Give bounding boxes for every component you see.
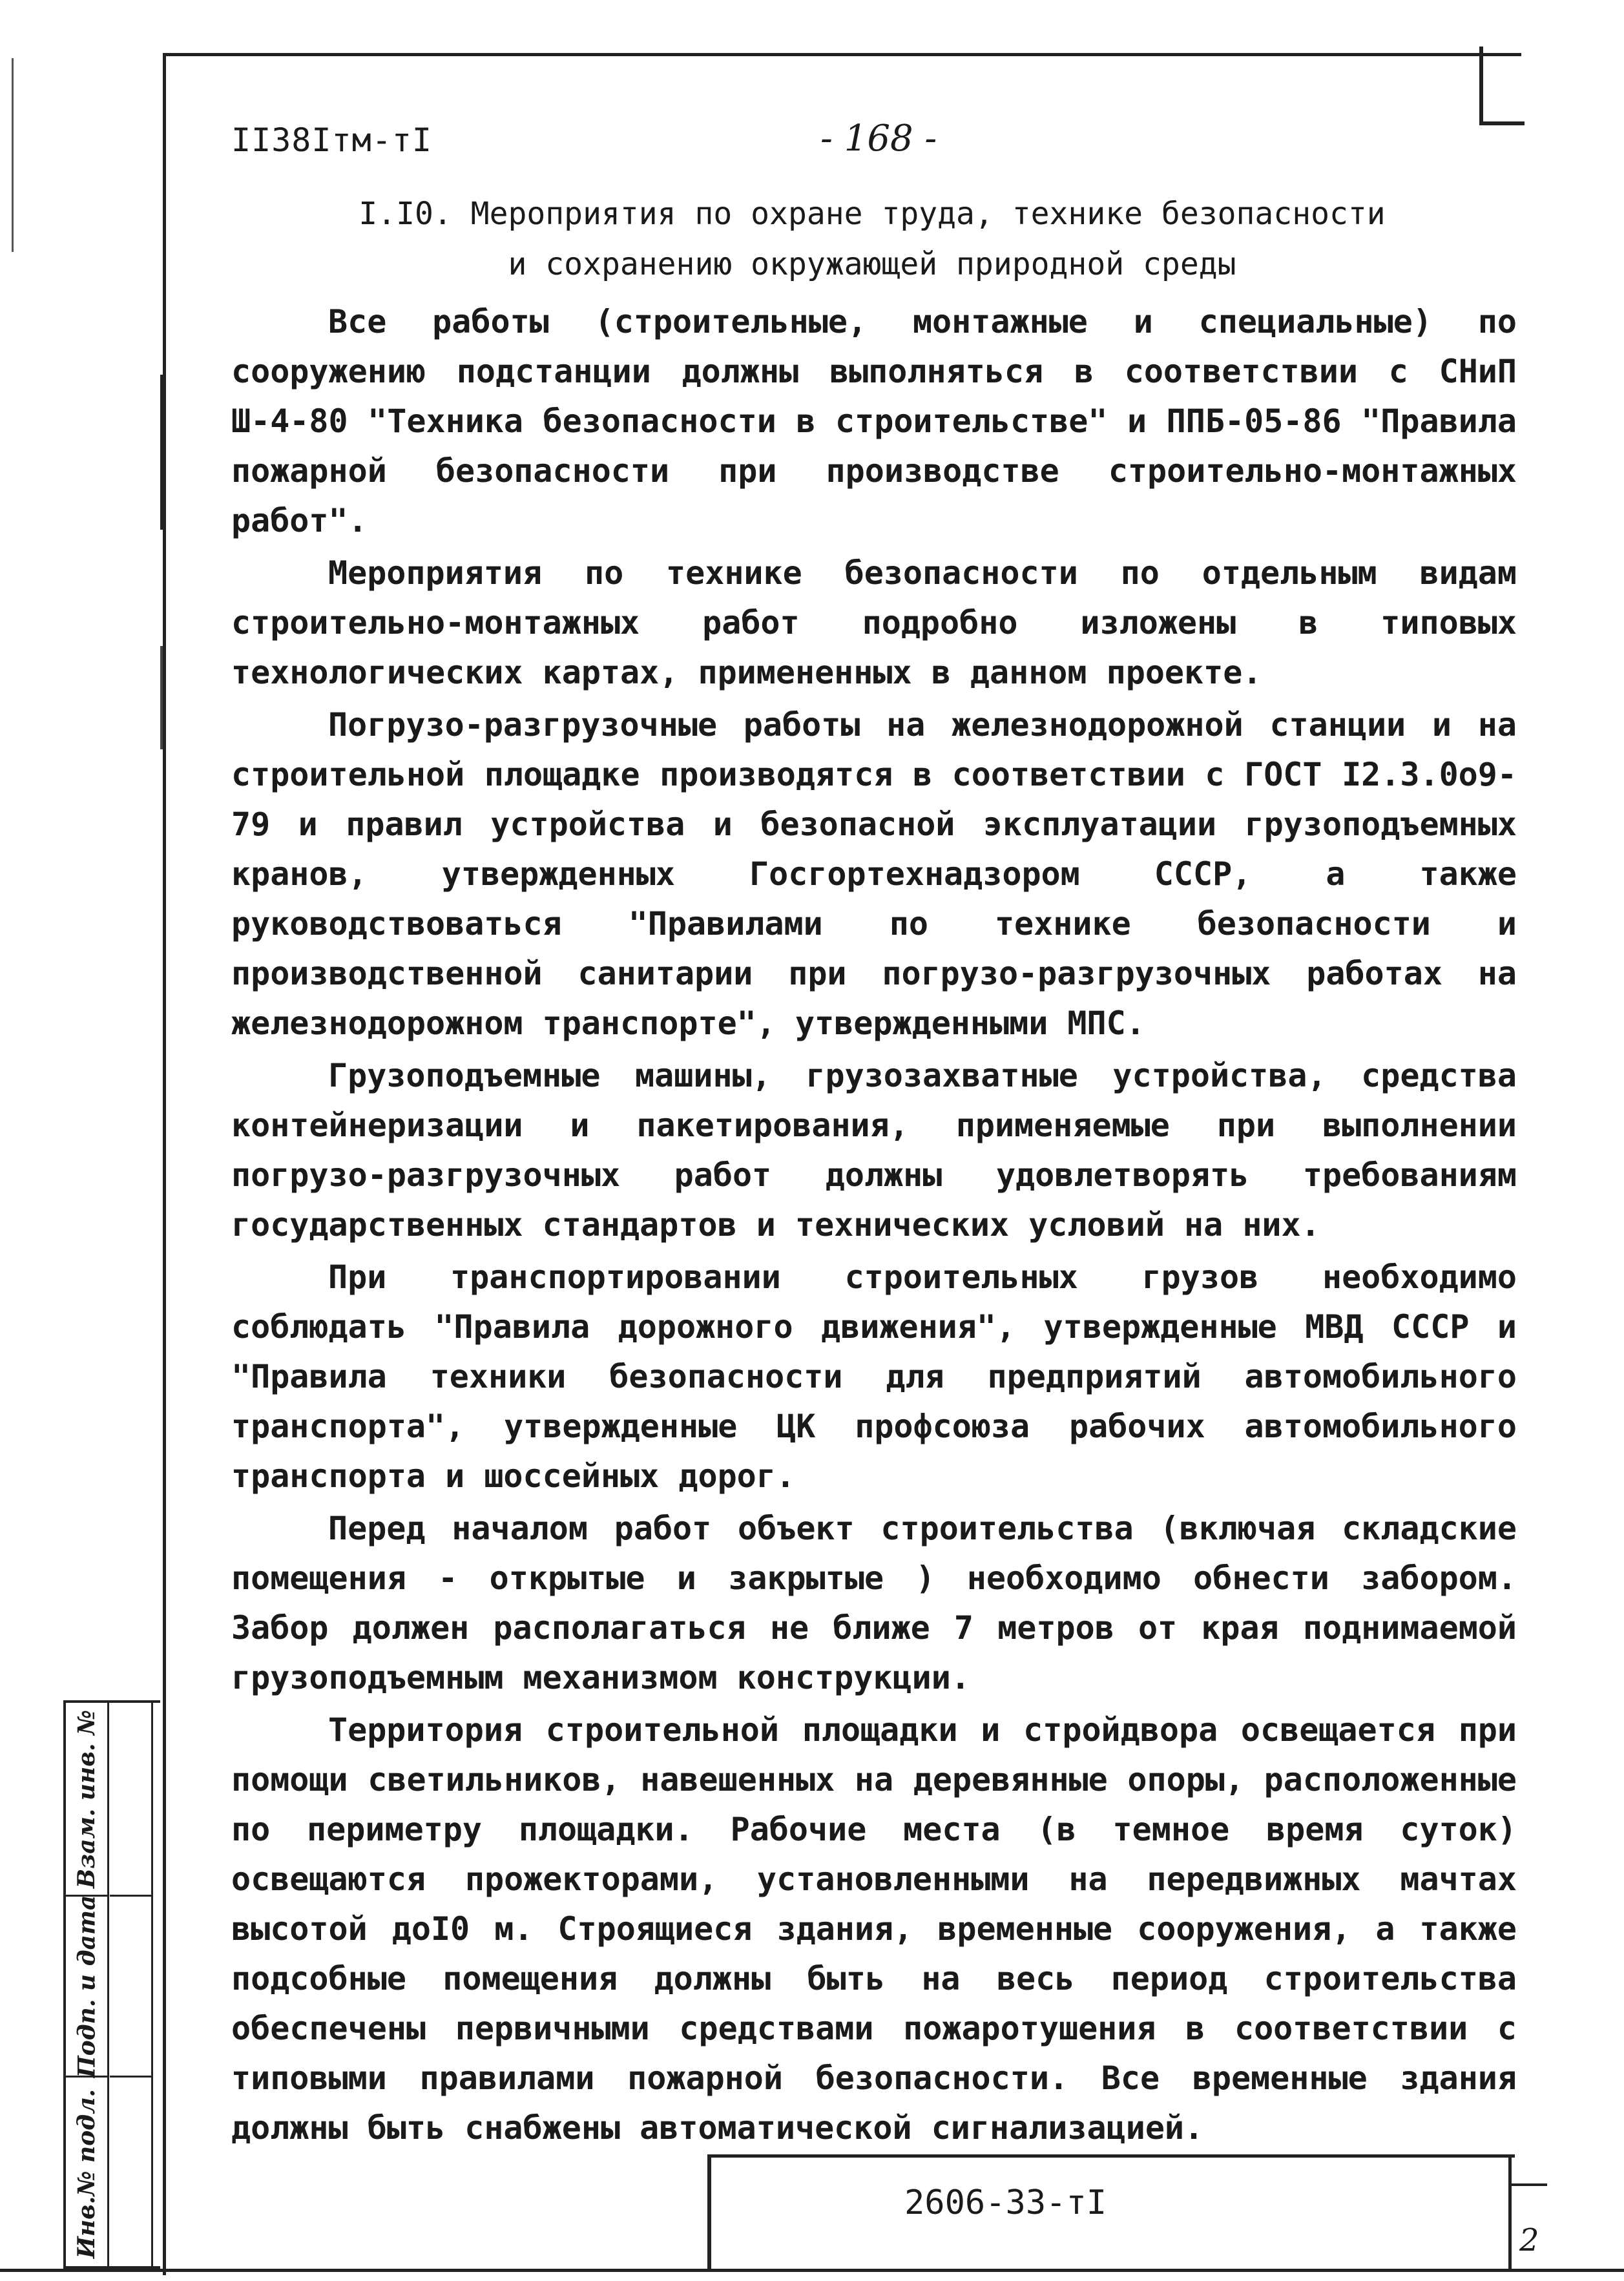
title-block-border (1508, 2183, 1547, 2186)
section-heading-line: I.I0. Мероприятия по охране труда, технике безопасности (359, 196, 1386, 232)
body-text (231, 297, 1517, 2156)
title-block-border (707, 2154, 1515, 2158)
paragraph: При транспортировании строительных грузов необходимо соблюдать "Правила дорожного движения", утвержденные МВД СССР и "Правила техники безопасности для предприятий автомобильного транспорта", утвержденные ЦК профсоюза рабочих автомобильного транспорта и шоссейных дорог. (231, 1258, 1517, 1495)
stamp-label-replacement: Взам. инв. № (73, 1709, 100, 1888)
frame-bottom-line (0, 2269, 1624, 2272)
stamp-cell (110, 1703, 151, 1897)
section-heading-line: и сохранению окружающей природной среды (508, 246, 1236, 282)
stamp-label-inventory: Инв.№ подл. (73, 2088, 101, 2258)
margin-mark (160, 375, 164, 530)
approval-stamp (63, 1700, 160, 2269)
sheet-number: 2 (1519, 2222, 1539, 2258)
page-number: - 168 - (820, 118, 937, 160)
title-block-border (707, 2154, 711, 2271)
stamp-label-signature: Подп. и дата (73, 1895, 100, 2078)
stamp-label-column (66, 1703, 109, 2266)
margin-mark (12, 58, 14, 252)
paragraph: Территория строительной площадки и стройдвора освещается при помощи светильников, навешенных на деревянные опоры, расположенные по периметру площадки. Рабочие места (в темное время суток) освещаются прожекторами, установленными на передвижных мачтах высотой доI0 м. Строящиеся здания, временные сооружения, а также подсобные помещения должны быть на весь период строительства обеспечены первичными средствами пожаротушения в соответствии с типовыми правилами пожарной безопасности. Все временные здания должны быть снабжены автоматической сигнализацией. (231, 1711, 1517, 2147)
stamp-cell (66, 1703, 107, 1897)
paragraph: Мероприятия по технике безопасности по отдельным видам строительно-монтажных работ подробно изложены в типовых технологических картах, примененных в данном проекте. (231, 554, 1517, 691)
stamp-cell (110, 1897, 151, 2078)
margin-mark (160, 646, 163, 749)
paragraph: Перед началом работ объект строительства (включая складские помещения - открытые и закрытые ) необходимо обнести забором. Забор должен располагаться не ближе 7 метров от края поднимаемой грузоподъемным механизмом конструкции. (231, 1510, 1517, 1696)
section-heading (258, 189, 1486, 289)
stamp-value-column (110, 1703, 153, 2266)
corner-mark-horizontal (1479, 121, 1525, 125)
title-block-border (1508, 2154, 1512, 2271)
stamp-cell (66, 2078, 107, 2271)
stamp-cell (110, 2078, 151, 2271)
paragraph: Грузоподъемные машины, грузозахватные устройства, средства контейнеризации и пакетирования, применяемые при выполнении погрузо-разгрузочных работ должны удовлетворять требованиям государственных стандартов и технических условий на них. (231, 1057, 1517, 1244)
stamp-cell (66, 1897, 107, 2078)
title-block-code: 2606-33-тI (904, 2183, 1107, 2222)
corner-mark (1479, 47, 1483, 124)
paragraph: Все работы (строительные, монтажные и специальные) по сооружению подстанции должны выполняться в соответствии с СНиП Ш-4-80 "Техника безопасности в строительстве" и ППБ-05-86 "Правила пожарной безопасности при производстве строительно-монтажных работ". (231, 303, 1517, 539)
document-code: II38Iтм-тI (231, 121, 433, 159)
frame-top-line (165, 53, 1521, 56)
paragraph: Погрузо-разгрузочные работы на железнодорожной станции и на строительной площадке производятся в соответствии с ГОСТ I2.3.0о9-79 и правил устройства и безопасной эксплуатации грузоподъемных кранов, утвержденных Госгортехнадзором СССР, а также руководствоваться "Правилами по технике безопасности и производственной санитарии при погрузо-разгрузочных работах на железнодорожном транспорте", утвержденными МПС. (231, 706, 1517, 1042)
